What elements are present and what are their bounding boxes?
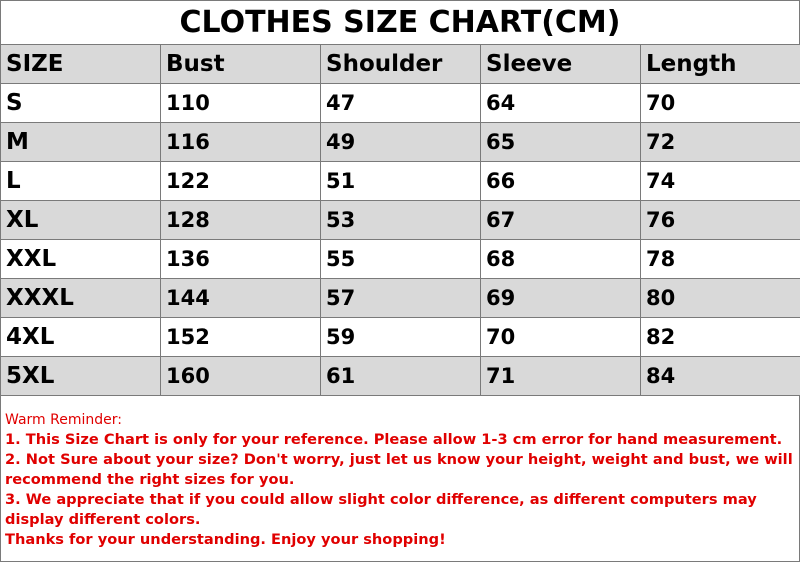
header-shoulder: Shoulder — [321, 45, 481, 84]
length-cell: 70 — [641, 84, 800, 123]
table-body — [1, 84, 800, 396]
bust-cell: 136 — [161, 240, 321, 279]
size-cell: XXXL — [1, 279, 161, 318]
length-cell: 74 — [641, 162, 800, 201]
shoulder-cell: 55 — [321, 240, 481, 279]
length-cell: 76 — [641, 201, 800, 240]
bust-cell: 152 — [161, 318, 321, 357]
shoulder-cell: 49 — [321, 123, 481, 162]
bust-cell: 122 — [161, 162, 321, 201]
shoulder-cell: 47 — [321, 84, 481, 123]
table-header-row — [1, 45, 800, 84]
length-cell: 84 — [641, 357, 800, 396]
bust-cell: 160 — [161, 357, 321, 396]
size-cell: 4XL — [1, 318, 161, 357]
sleeve-cell: 71 — [481, 357, 641, 396]
sleeve-cell: 66 — [481, 162, 641, 201]
header-sleeve: Sleeve — [481, 45, 641, 84]
header-size: SIZE — [1, 45, 161, 84]
length-cell: 78 — [641, 240, 800, 279]
shoulder-cell: 51 — [321, 162, 481, 201]
shoulder-cell: 61 — [321, 357, 481, 396]
sleeve-cell: 68 — [481, 240, 641, 279]
sleeve-cell: 65 — [481, 123, 641, 162]
sleeve-cell: 64 — [481, 84, 641, 123]
bust-cell: 144 — [161, 279, 321, 318]
table-row — [1, 162, 800, 201]
table-row — [1, 357, 800, 396]
notes-closing: Thanks for your understanding. Enjoy your shopping! — [5, 531, 446, 548]
page-title: CLOTHES SIZE CHART(CM) — [0, 0, 800, 44]
table-row — [1, 123, 800, 162]
sleeve-cell: 70 — [481, 318, 641, 357]
note-item-1: 1. This Size Chart is only for your reference. Please allow 1-3 cm error for hand measurement. — [5, 431, 783, 448]
bust-cell: 110 — [161, 84, 321, 123]
sleeve-cell: 67 — [481, 201, 641, 240]
size-cell: XL — [1, 201, 161, 240]
header-length: Length — [641, 45, 800, 84]
table-row — [1, 240, 800, 279]
length-cell: 82 — [641, 318, 800, 357]
size-cell: XXL — [1, 240, 161, 279]
table-row — [1, 279, 800, 318]
notes-heading: Warm Reminder: — [5, 412, 122, 428]
size-table — [0, 44, 800, 396]
size-cell: L — [1, 162, 161, 201]
note-item-3: 3. We appreciate that if you could allow slight color difference, as different computers may display different colors. — [5, 491, 757, 528]
bust-cell: 116 — [161, 123, 321, 162]
size-cell: 5XL — [1, 357, 161, 396]
table-row — [1, 84, 800, 123]
length-cell: 72 — [641, 123, 800, 162]
sleeve-cell: 69 — [481, 279, 641, 318]
shoulder-cell: 53 — [321, 201, 481, 240]
table-row — [1, 201, 800, 240]
bust-cell: 128 — [161, 201, 321, 240]
size-cell: S — [1, 84, 161, 123]
warm-reminder-notes — [0, 396, 800, 562]
table-row — [1, 318, 800, 357]
size-cell: M — [1, 123, 161, 162]
shoulder-cell: 57 — [321, 279, 481, 318]
length-cell: 80 — [641, 279, 800, 318]
note-item-2: 2. Not Sure about your size? Don't worry, just let us know your height, weight and bust, we will recommend the right sizes for you. — [5, 451, 793, 488]
header-bust: Bust — [161, 45, 321, 84]
shoulder-cell: 59 — [321, 318, 481, 357]
